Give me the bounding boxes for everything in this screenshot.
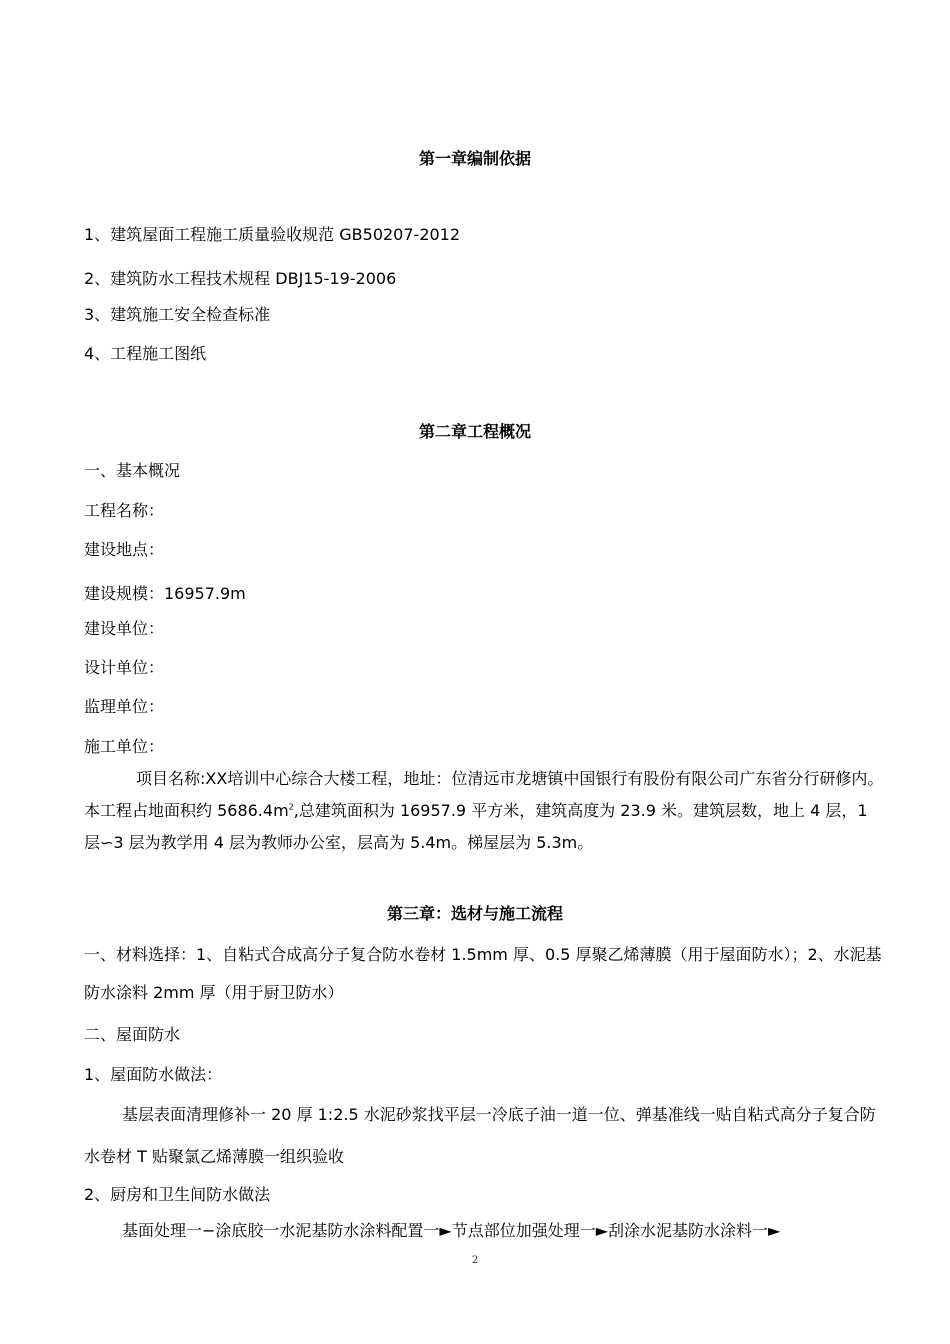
kitchen-method-title: 2、厨房和卫生间防水做法 [84,1185,271,1204]
field-owner: 建设单位： [84,619,165,638]
field-supervisor: 监理单位： [84,697,165,716]
basis-item-4: 4、工程施工图纸 [84,344,207,363]
basis-item-2: 2、建筑防水工程技术规程 DBJ15-19-2006 [84,269,397,288]
field-location: 建设地点： [84,540,165,559]
chapter1-title: 第一章编制依据 [418,149,531,168]
chapter3-title: 第三章：选材与施工流程 [386,904,563,923]
page-number: 2 [471,1255,479,1266]
overview-section-title: 一、基本概况 [84,461,181,480]
chapter2-title: 第二章工程概况 [418,422,531,441]
field-contractor: 施工单位： [84,737,165,756]
description-text-2: ,总建筑面积为 16957.9 平方米，建筑高度为 23.9 米。建筑层数，地上 4 层，1 层∽3 层为教学用 4 层为教师办公室，层高为 5.4m。梯屋层为 5.3m。 [84,801,868,852]
description-text-1: 项目名称:XX培训中心综合大楼工程，地址：位清远市龙塘镇中国银行有股份有限公司广东省分行研修内。本工程占地面积约 5686.4m [84,769,884,820]
field-designer: 设计单位： [84,658,165,677]
area-unit-superscript: 2 [288,802,294,812]
field-project-name: 工程名称： [84,501,165,520]
field-scale: 建设规模：16957.9m [84,584,246,603]
kitchen-method-text: 基面处理一−涂底胶一水泥基防水涂料配置一►节点部位加强处理一►刮涂水泥基防水涂料一► [122,1221,781,1240]
basis-item-3: 3、建筑施工安全检查标准 [84,305,271,324]
materials-selection: 一、材料选择：1、自粘式合成高分子复合防水卷材 1.5mm 厚、0.5 厚聚乙烯薄膜（用于屋面防水）；2、水泥基防水涂料 2mm 厚（用于厨卫防水） [84,945,882,1002]
basis-item-1: 1、建筑屋面工程施工质量验收规范 GB50207-2012 [84,225,461,244]
roof-method-title: 1、屋面防水做法： [84,1065,223,1084]
roof-section-title: 二、屋面防水 [84,1025,181,1044]
project-description [84,763,884,859]
roof-method-text: 基层表面清理修补一 20 厚 1:2.5 水泥砂浆找平层一冷底子油一道一位、弹基准线一贴自粘式高分子复合防水卷材 T 贴聚氯乙烯薄膜一组织验收 [84,1105,876,1166]
